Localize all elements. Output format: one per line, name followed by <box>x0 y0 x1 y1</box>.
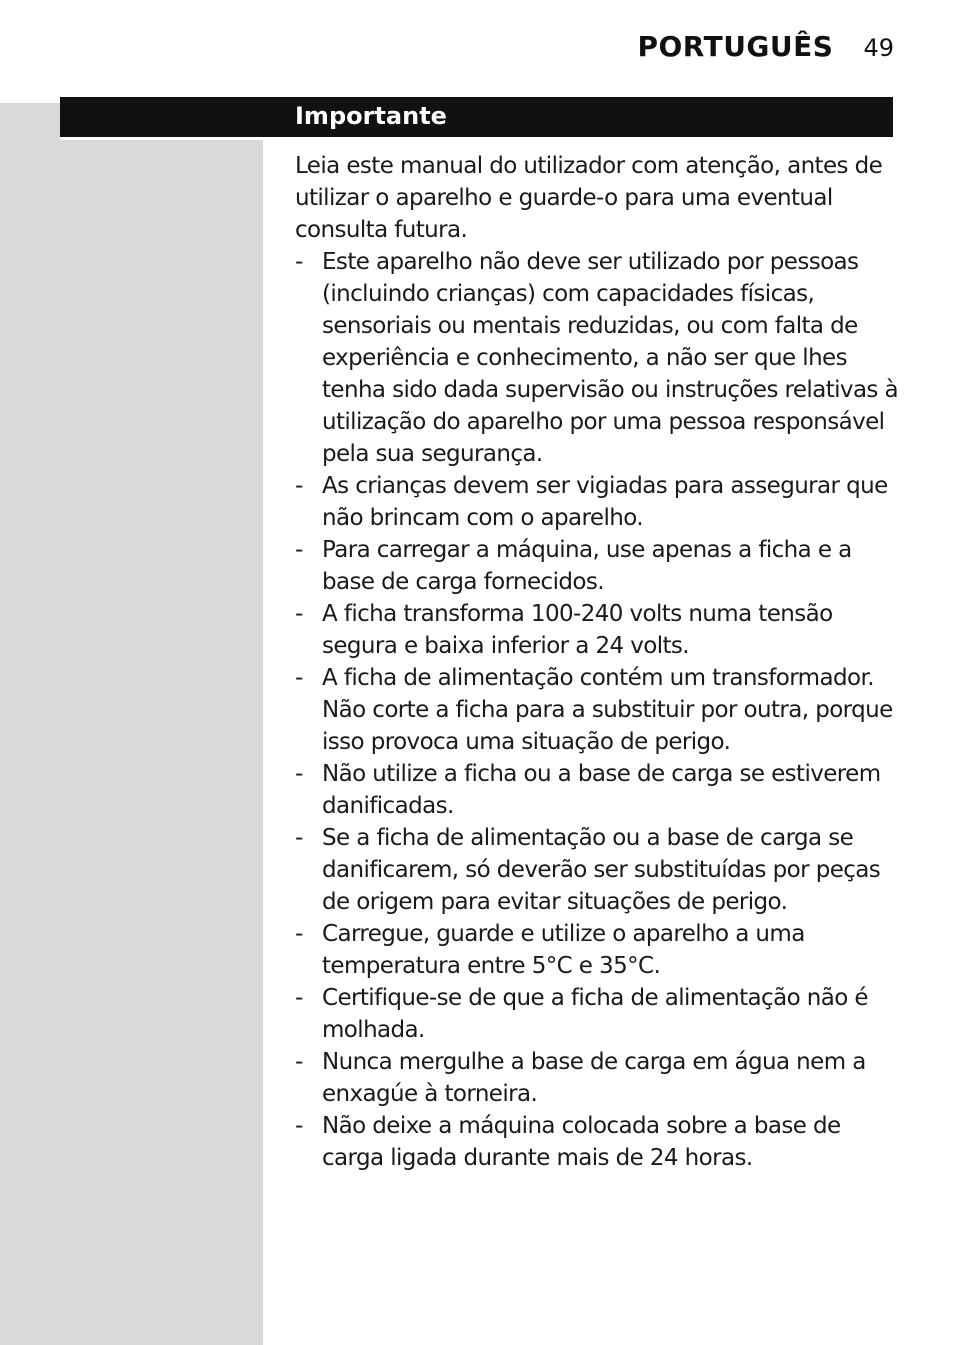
list-item-text: A ficha transforma 100-240 volts numa tensão segura e baixa inferior a 24 volts. <box>322 601 833 659</box>
bullet-marker: - <box>295 761 303 787</box>
sidebar-panel <box>0 103 263 1345</box>
main-content <box>295 150 905 1174</box>
bullet-marker: - <box>295 537 303 563</box>
list-item-text: Carregue, guarde e utilize o aparelho a uma temperatura entre 5°C e 35°C. <box>322 921 805 979</box>
bullet-marker: - <box>295 921 303 947</box>
list-item-text: Se a ficha de alimentação ou a base de carga se danificarem, só deverão ser substituídas por peças de origem para evitar situações de perigo. <box>322 825 881 915</box>
warning-list <box>295 246 905 1174</box>
list-item <box>295 534 905 598</box>
section-header-bar <box>60 97 893 140</box>
list-item <box>295 758 905 822</box>
bullet-marker: - <box>295 1049 303 1075</box>
list-item <box>295 1046 905 1110</box>
bullet-marker: - <box>295 825 303 851</box>
bullet-marker: - <box>295 473 303 499</box>
list-item-text: Não utilize a ficha ou a base de carga se estiverem danificadas. <box>322 761 881 819</box>
language-heading: PORTUGUÊS <box>637 30 834 63</box>
list-item <box>295 598 905 662</box>
list-item-text: Não deixe a máquina colocada sobre a base de carga ligada durante mais de 24 horas. <box>322 1113 841 1171</box>
list-item-text: Este aparelho não deve ser utilizado por pessoas (incluindo crianças) com capacidades físicas, sensoriais ou mentais reduzidas, ou com falta de experiência e conhecimento, a não ser que lhes tenha sido dada supervisão ou instruções relativas à utilização do aparelho por uma pessoa responsável pela sua segurança. <box>322 249 899 467</box>
list-item <box>295 918 905 982</box>
list-item-text: A ficha de alimentação contém um transformador. Não corte a ficha para a substituir por outra, porque isso provoca uma situação de perigo. <box>322 665 893 755</box>
section-title: Importante <box>295 102 447 130</box>
list-item <box>295 470 905 534</box>
list-item <box>295 246 905 470</box>
list-item-text: Certifique-se de que a ficha de alimentação não é molhada. <box>322 985 868 1043</box>
bullet-marker: - <box>295 1113 303 1139</box>
bullet-marker: - <box>295 985 303 1011</box>
bullet-marker: - <box>295 601 303 627</box>
list-item-text: Para carregar a máquina, use apenas a ficha e a base de carga fornecidos. <box>322 537 852 595</box>
list-item-text: As crianças devem ser vigiadas para assegurar que não brincam com o aparelho. <box>322 473 888 531</box>
list-item <box>295 1110 905 1174</box>
list-item <box>295 822 905 918</box>
list-item <box>295 982 905 1046</box>
list-item-text: Nunca mergulhe a base de carga em água nem a enxagúe à torneira. <box>322 1049 866 1107</box>
intro-paragraph: Leia este manual do utilizador com atenção, antes de utilizar o aparelho e guarde-o para uma eventual consulta futura. <box>295 153 883 243</box>
list-item <box>295 662 905 758</box>
bullet-marker: - <box>295 665 303 691</box>
page-header <box>637 30 894 63</box>
page-number: 49 <box>863 34 894 62</box>
bullet-marker: - <box>295 249 303 275</box>
